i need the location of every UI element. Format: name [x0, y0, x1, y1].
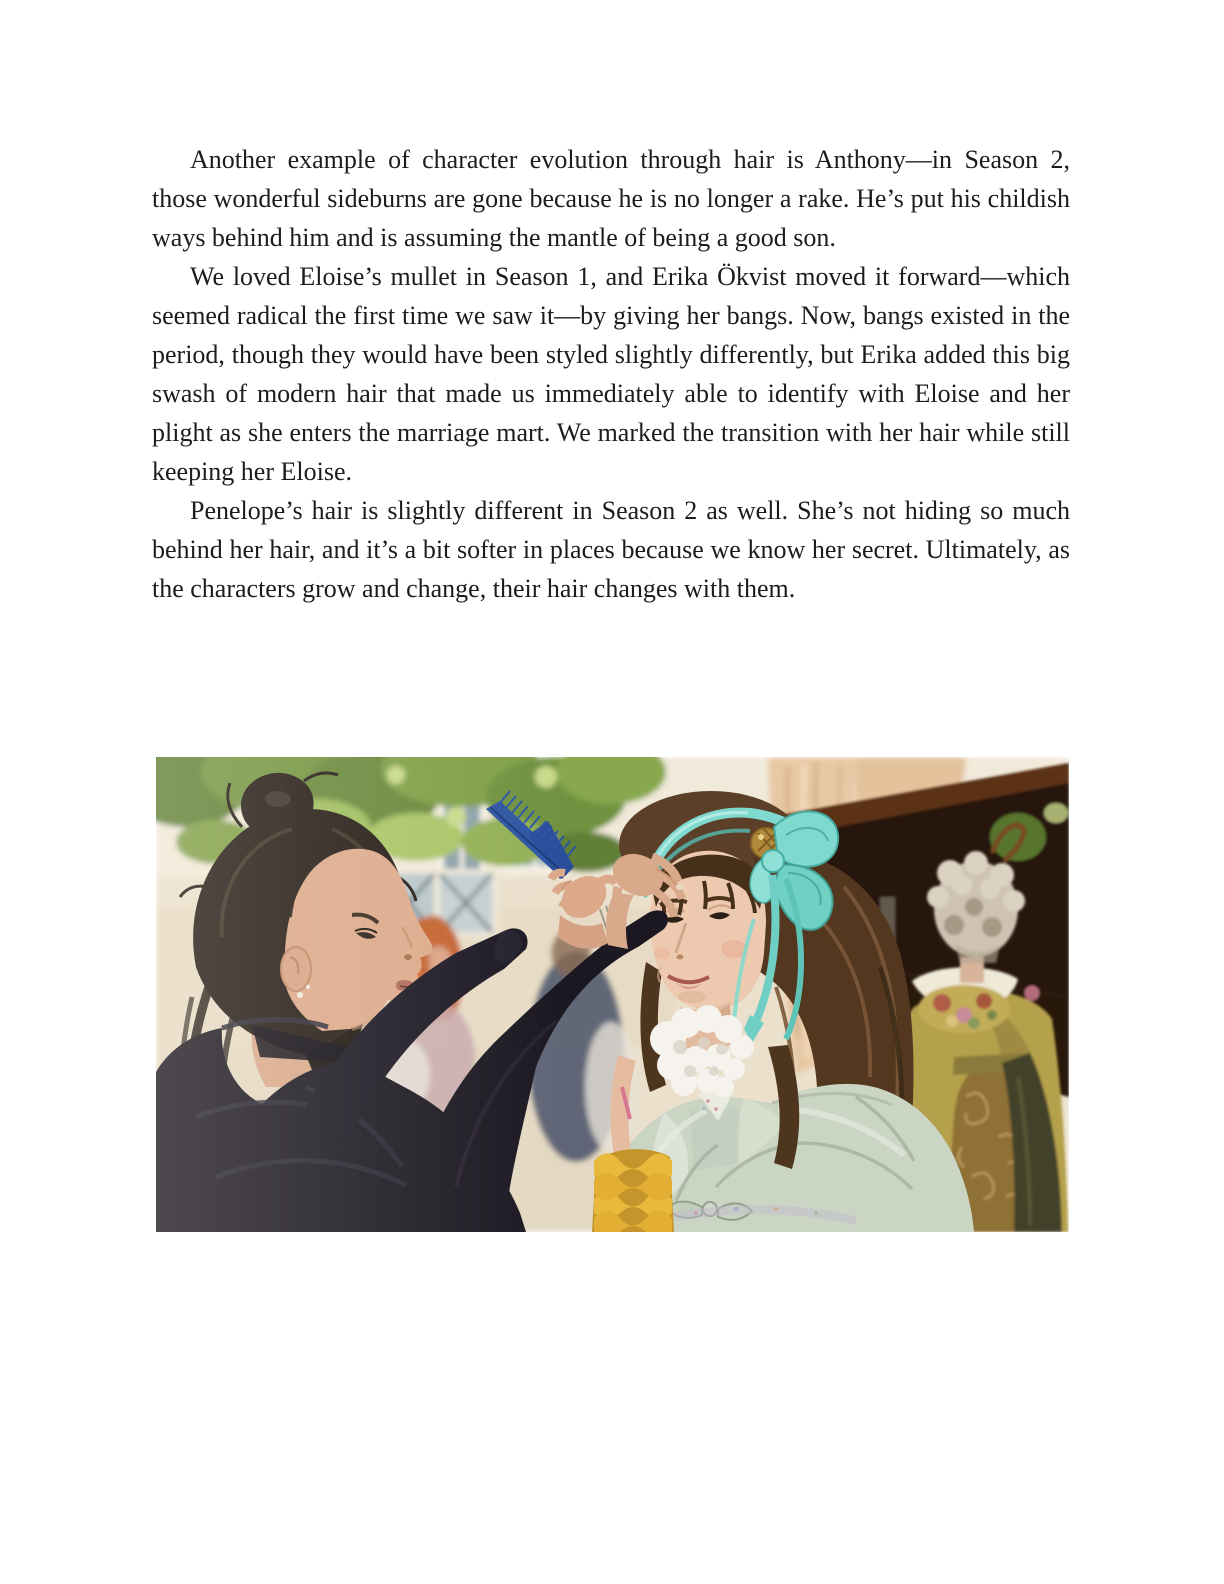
- set-photo: [156, 757, 1069, 1232]
- set-photo-illustration: [156, 757, 1069, 1232]
- paragraph-eloise: We loved Eloise’s mullet in Season 1, and Erika Ökvist moved it forward—which seemed radical the first time we saw it—by giving her bangs. Now, bangs existed in the period, though they would have been styled slightly differently, but Erika added this big swash of modern hair that made us immediately able to identify with Eloise and her plight as she enters the marriage mart. We marked the transition with her hair while still keeping her Eloise.: [152, 262, 1070, 486]
- body-text: [152, 140, 1070, 608]
- sunlight-haze: [156, 757, 1069, 1232]
- paragraph-anthony: Another example of character evolution through hair is Anthony—in Season 2, those wonderful sideburns are gone because he is no longer a rake. He’s put his childish ways behind him and is assuming the mantle of being a good son.: [152, 145, 1070, 252]
- paragraph-penelope: Penelope’s hair is slightly different in Season 2 as well. She’s not hiding so much behind her hair, and it’s a bit softer in places because we know her secret. Ultimately, as the characters grow and change, their hair changes with them.: [152, 496, 1070, 603]
